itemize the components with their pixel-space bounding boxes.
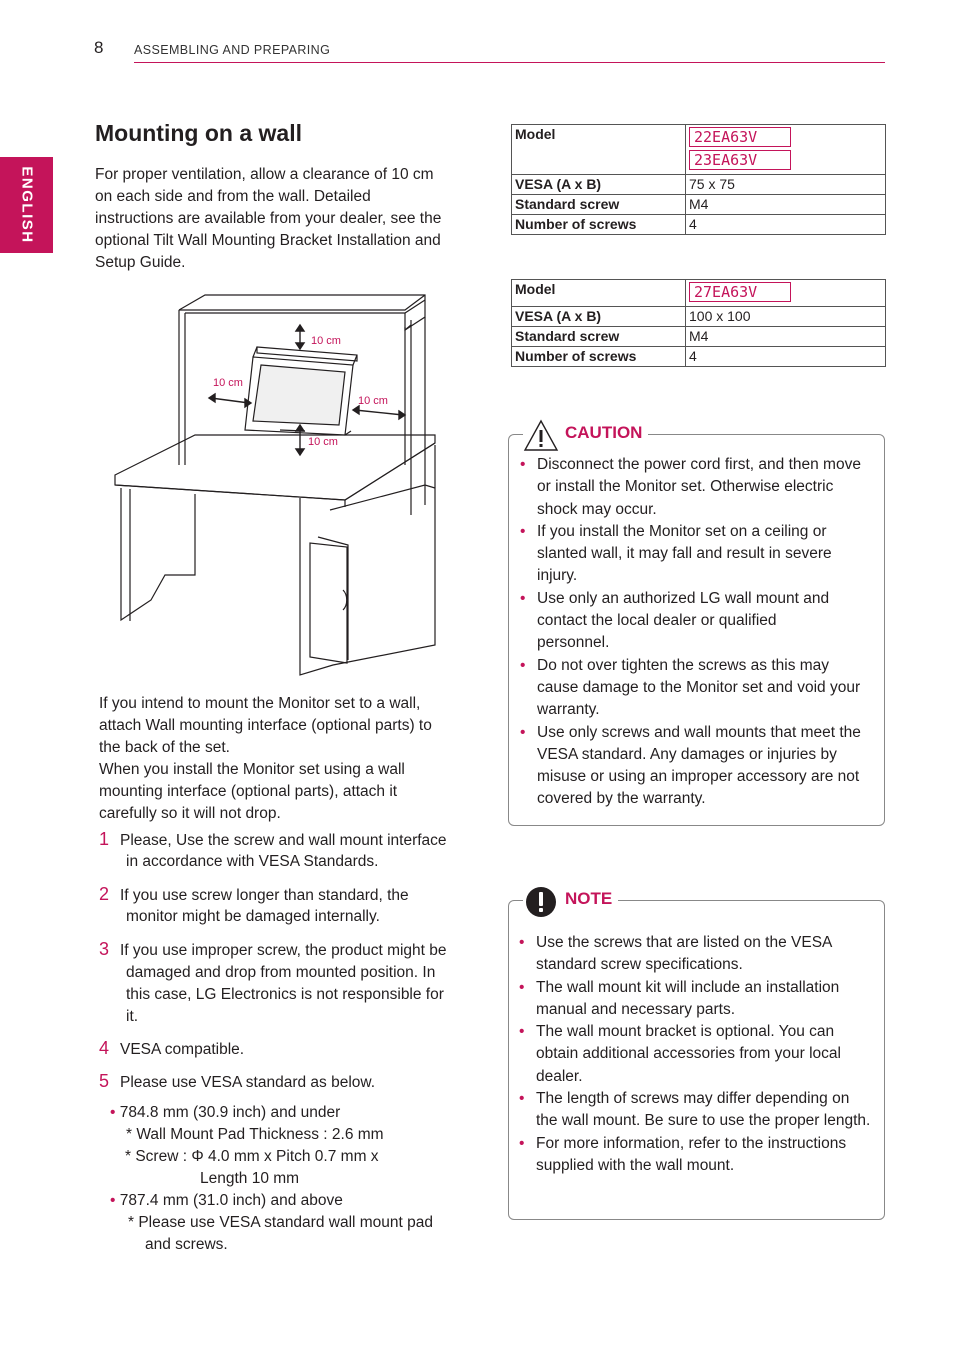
intro-paragraph bbox=[95, 164, 475, 274]
model-header: Model bbox=[512, 125, 686, 175]
page-heading: Mounting on a wall bbox=[95, 120, 302, 146]
vesa-note: Length 10 mm bbox=[200, 1170, 300, 1187]
model-name: 23EA63V bbox=[689, 150, 791, 170]
table-value: 4 bbox=[686, 347, 886, 367]
table-value: 4 bbox=[686, 215, 886, 235]
vesa-note: * Please use VESA standard wall mount pad bbox=[128, 1214, 434, 1231]
note-title: NOTE bbox=[559, 889, 618, 909]
mount-paragraph bbox=[99, 693, 479, 825]
note-box bbox=[508, 889, 885, 1220]
step-text: this case, LG Electronics is not responsible for bbox=[126, 986, 444, 1003]
vesa-size-notes: • 784.8 mm (30.9 inch) and under * Wall Mount Pad Thickness : 2.6 mm * Screw : Φ 4.0 mm x Pitch 0.7 mm x Length 10 mm • 787.4 mm (31.0 inch) and above * Please use VESA standard wall mount pad and screws. bbox=[110, 1102, 480, 1256]
table-value: 75 x 75 bbox=[686, 175, 886, 195]
table-value: M4 bbox=[686, 327, 886, 347]
intro-line: instructions are available from your dealer, see the bbox=[95, 210, 442, 227]
note-item: • Use the screws that are listed on the VESA standard screw specifications. bbox=[519, 932, 874, 977]
exclamation-circle-icon bbox=[523, 885, 559, 919]
mount-line: When you install the Monitor set using a wall bbox=[99, 761, 405, 778]
table-key: Standard screw bbox=[512, 327, 686, 347]
step-text: in accordance with VESA Standards. bbox=[126, 853, 379, 870]
step-number: 4 bbox=[99, 1038, 110, 1058]
mount-line: the back of the set. bbox=[99, 739, 230, 756]
model-name: 27EA63V bbox=[689, 282, 791, 302]
model-header: Model bbox=[512, 280, 686, 307]
step-text: Please, Use the screw and wall mount interface bbox=[120, 832, 447, 849]
warning-triangle-icon bbox=[523, 419, 559, 453]
bottom-clearance-label: 10 cm bbox=[308, 436, 338, 448]
table-value: 100 x 100 bbox=[686, 307, 886, 327]
step-number: 2 bbox=[99, 884, 110, 904]
vesa-table-22-23 bbox=[511, 124, 886, 235]
caution-item: • Use only an authorized LG wall mount and contact the local dealer or qualified personnel. bbox=[520, 588, 870, 655]
step-text: damaged and drop from mounted position. In bbox=[126, 964, 436, 981]
table-key: Standard screw bbox=[512, 195, 686, 215]
table-key: Number of screws bbox=[512, 215, 686, 235]
mount-line: mounting interface (optional parts), attach it bbox=[99, 783, 398, 800]
left-clearance-label: 10 cm bbox=[213, 377, 243, 389]
caution-item: • Disconnect the power cord first, and then move or install the Monitor set. Otherwise electric shock may occur. bbox=[520, 454, 870, 521]
step-text: If you use screw longer than standard, the bbox=[120, 887, 409, 904]
step-text: Please use VESA standard as below. bbox=[120, 1074, 376, 1091]
page-number: 8 bbox=[94, 38, 104, 57]
top-clearance-label: 10 cm bbox=[311, 335, 341, 347]
vesa-table-27 bbox=[511, 279, 886, 367]
intro-line: optional Tilt Wall Mounting Bracket Installation and bbox=[95, 232, 441, 249]
vesa-note: 784.8 mm (30.9 inch) and under bbox=[119, 1104, 341, 1121]
mount-line: attach Wall mounting interface (optional parts) to bbox=[99, 717, 432, 734]
step-text: If you use improper screw, the product might be bbox=[120, 942, 447, 959]
vesa-note: * Screw : Φ 4.0 mm x Pitch 0.7 mm x bbox=[125, 1148, 379, 1165]
caution-item: • Do not over tighten the screws as this may cause damage to the Monitor set and void your warranty. bbox=[520, 655, 870, 722]
vesa-note: 787.4 mm (31.0 inch) and above bbox=[119, 1192, 343, 1209]
caution-item: • Use only screws and wall mounts that meet the VESA standard. Any damages or injuries by misuse or using an improper accessory are not covered by the warranty. bbox=[520, 722, 870, 811]
mount-line: carefully so it will not drop. bbox=[99, 805, 281, 822]
caution-title: CAUTION bbox=[559, 423, 648, 443]
table-key: Number of screws bbox=[512, 347, 686, 367]
language-label: ENGLISH bbox=[18, 166, 36, 244]
intro-line: For proper ventilation, allow a clearance of 10 cm bbox=[95, 166, 434, 183]
note-item: • The wall mount bracket is optional. You can obtain additional accessories from your local dealer. bbox=[519, 1021, 874, 1088]
mount-line: If you intend to mount the Monitor set to a wall, bbox=[99, 695, 421, 712]
note-item: • The wall mount kit will include an installation manual and necessary parts. bbox=[519, 977, 874, 1022]
step-text: it. bbox=[126, 1008, 139, 1025]
caution-box bbox=[508, 423, 885, 826]
section-title: ASSEMBLING AND PREPARING bbox=[134, 43, 331, 57]
table-key: VESA (A x B) bbox=[512, 175, 686, 195]
model-name: 22EA63V bbox=[689, 127, 791, 147]
vesa-note: * Wall Mount Pad Thickness : 2.6 mm bbox=[126, 1126, 384, 1143]
header-rule bbox=[134, 62, 885, 63]
table-value: M4 bbox=[686, 195, 886, 215]
caution-item: • If you install the Monitor set on a ceiling or slanted wall, it may fall and result in severe injury. bbox=[520, 521, 870, 588]
note-item: • For more information, refer to the instructions supplied with the wall mount. bbox=[519, 1133, 874, 1178]
intro-line: Setup Guide. bbox=[95, 254, 186, 271]
note-item: • The length of screws may differ depending on the wall mount. Be sure to use the proper length. bbox=[519, 1088, 874, 1133]
step-text: monitor might be damaged internally. bbox=[126, 908, 380, 925]
step-number: 1 bbox=[99, 829, 110, 849]
wall-mount-clearance-illustration bbox=[105, 285, 445, 685]
table-key: VESA (A x B) bbox=[512, 307, 686, 327]
language-tab bbox=[0, 157, 53, 253]
right-clearance-label: 10 cm bbox=[358, 395, 388, 407]
step-text: VESA compatible. bbox=[120, 1041, 245, 1058]
step-number: 3 bbox=[99, 939, 110, 959]
step-number: 5 bbox=[99, 1071, 110, 1091]
intro-line: on each side and from the wall. Detailed bbox=[95, 188, 371, 205]
vesa-note: and screws. bbox=[145, 1236, 228, 1253]
